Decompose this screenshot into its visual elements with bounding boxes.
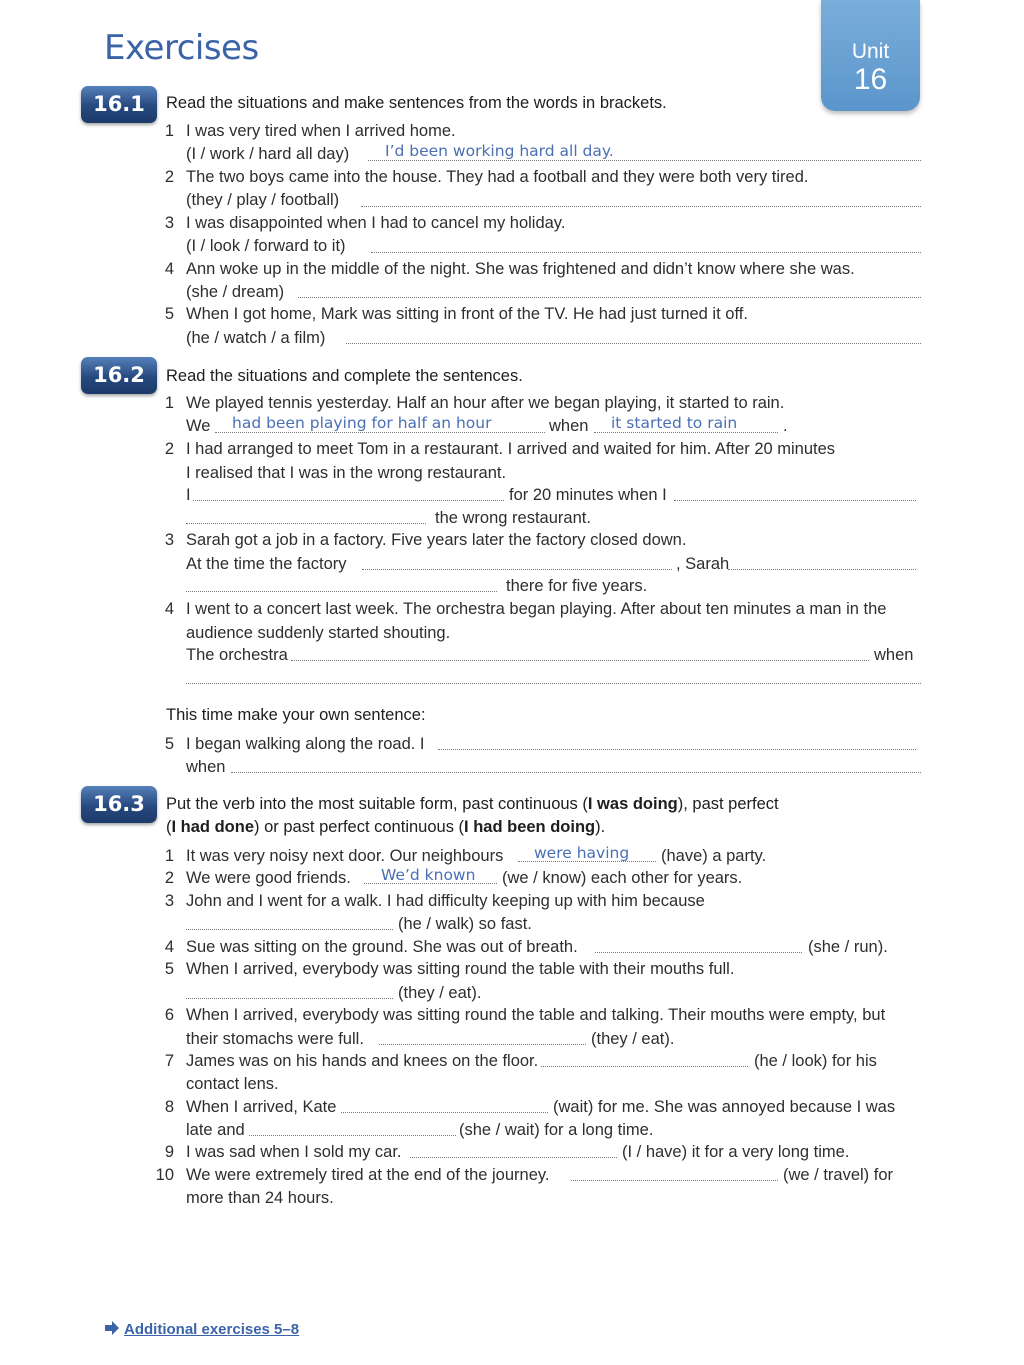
- item-mid: (wait) for me. She was annoyed because I was: [553, 1098, 896, 1116]
- exercise-instruction: Put the verb into the most suitable form, past continuous (I was doing), past perfect: [166, 795, 779, 813]
- sample-answer: it started to rain: [611, 414, 738, 432]
- item-number: 5: [164, 305, 174, 323]
- exercise-instruction: Read the situations and complete the sentences.: [166, 367, 523, 385]
- item-text: I began walking along the road. I: [186, 735, 425, 753]
- item-number: 4: [164, 600, 174, 618]
- item-prompt: (she / dream): [186, 283, 285, 301]
- arrow-right-icon: [104, 1320, 120, 1336]
- item-end: (she / run).: [808, 938, 888, 956]
- item-mid: , Sarah: [676, 555, 730, 573]
- answer-line[interactable]: [379, 1044, 586, 1045]
- own-sentence-heading: This time make your own sentence:: [166, 706, 426, 724]
- answer-line[interactable]: [341, 1112, 548, 1113]
- answer-line[interactable]: [728, 569, 916, 570]
- answer-line[interactable]: [291, 660, 869, 661]
- answer-line[interactable]: [368, 160, 921, 161]
- item-number: 2: [164, 440, 174, 458]
- item-we: We: [186, 417, 211, 435]
- item-number: 6: [164, 1006, 174, 1024]
- item-text: When I arrived, Kate: [186, 1098, 337, 1116]
- item-number: 1: [164, 122, 174, 140]
- exercise-badge-16-1: 16.1: [81, 86, 157, 123]
- item-end: (they / eat).: [398, 984, 482, 1002]
- item-text: When I arrived, everybody was sitting round the table and talking. Their mouths were empty, but: [186, 1006, 886, 1024]
- item-text: I was sad when I sold my car.: [186, 1143, 402, 1161]
- item-text: When I arrived, everybody was sitting round the table with their mouths full.: [186, 960, 735, 978]
- item-text: I had arranged to meet Tom in a restaurant. I arrived and waited for him. After 20 minutes: [186, 440, 836, 458]
- answer-line[interactable]: [410, 1157, 617, 1158]
- item-end: (I / have) it for a very long time.: [622, 1143, 850, 1161]
- answer-line[interactable]: [186, 523, 426, 524]
- answer-line[interactable]: [346, 343, 921, 344]
- item-end: .: [783, 417, 788, 435]
- item-text: We were extremely tired at the end of the journey.: [186, 1166, 550, 1184]
- answer-line[interactable]: [361, 206, 921, 207]
- answer-line[interactable]: [594, 432, 778, 433]
- item-number: 5: [164, 960, 174, 978]
- item-text: more than 24 hours.: [186, 1189, 334, 1207]
- item-end: (they / eat).: [591, 1030, 675, 1048]
- item-prompt: (I / work / hard all day): [186, 145, 350, 163]
- item-text: John and I went for a walk. I had difficulty keeping up with him because: [186, 892, 705, 910]
- item-number: 3: [164, 214, 174, 232]
- item-text: I went to a concert last week. The orchestra began playing. After about ten minutes a man in the: [186, 600, 887, 618]
- item-prompt: (they / play / football): [186, 191, 340, 209]
- item-start: At the time the factory: [186, 555, 347, 573]
- item-i: I: [186, 486, 191, 504]
- answer-line[interactable]: [186, 929, 393, 930]
- item-mid: for 20 minutes when I: [509, 486, 667, 504]
- item-prompt: (he / watch / a film): [186, 329, 326, 347]
- item-text: I realised that I was in the wrong restaurant.: [186, 464, 507, 482]
- item-number: 1: [164, 394, 174, 412]
- item-number: 1: [164, 847, 174, 865]
- item-number: 2: [164, 168, 174, 186]
- answer-line[interactable]: [193, 500, 504, 501]
- item-number: 3: [164, 531, 174, 549]
- additional-exercises-label: Additional exercises 5–8: [124, 1321, 300, 1338]
- item-text: We played tennis yesterday. Half an hour after we began playing, it started to rain.: [186, 394, 785, 412]
- item-number: 4: [164, 938, 174, 956]
- item-start: The orchestra: [186, 646, 288, 664]
- exercise-instruction-2: (I had done) or past perfect continuous (I had been doing).: [166, 818, 606, 836]
- item-text: When I got home, Mark was sitting in front of the TV. He had just turned it off.: [186, 305, 748, 323]
- item-text: I was very tired when I arrived home.: [186, 122, 456, 140]
- item-text: It was very noisy next door. Our neighbours: [186, 847, 504, 865]
- item-end: (have) a party.: [661, 847, 767, 865]
- item-number: 9: [164, 1143, 174, 1161]
- item-text: their stomachs were full.: [186, 1030, 364, 1048]
- item-when: when: [186, 758, 226, 776]
- unit-label: Unit: [851, 40, 890, 63]
- item-text: audience suddenly started shouting.: [186, 624, 451, 642]
- additional-exercises-link[interactable]: [104, 1320, 299, 1338]
- answer-line[interactable]: [249, 1135, 456, 1136]
- exercise-badge-16-3: 16.3: [81, 786, 157, 823]
- item-end: there for five years.: [506, 577, 648, 595]
- answer-line[interactable]: [371, 252, 921, 253]
- answer-line[interactable]: [438, 749, 916, 750]
- item-number: 10: [155, 1166, 174, 1184]
- exercise-instruction: Read the situations and make sentences from the words in brackets.: [166, 94, 667, 112]
- answer-line[interactable]: [298, 297, 921, 298]
- item-end: when: [874, 646, 914, 664]
- unit-tab: [821, 0, 920, 111]
- item-number: 7: [164, 1052, 174, 1070]
- item-text: Ann woke up in the middle of the night. She was frightened and didn’t know where she was.: [186, 260, 855, 278]
- sample-answer: were having: [534, 844, 630, 862]
- answer-line[interactable]: [362, 569, 672, 570]
- answer-line[interactable]: [595, 952, 802, 953]
- item-text: late and: [186, 1121, 245, 1139]
- answer-line[interactable]: [186, 591, 497, 592]
- item-number: 8: [164, 1098, 174, 1116]
- item-when: when: [549, 417, 589, 435]
- item-text: We were good friends.: [186, 869, 351, 887]
- item-text: I was disappointed when I had to cancel my holiday.: [186, 214, 566, 232]
- item-end: (he / walk) so fast.: [398, 915, 532, 933]
- item-end: (he / look) for his: [754, 1052, 877, 1070]
- item-text: Sue was sitting on the ground. She was out of breath.: [186, 938, 578, 956]
- item-number: 3: [164, 892, 174, 910]
- sample-answer: I’d been working hard all day.: [385, 142, 614, 160]
- answer-line[interactable]: [215, 432, 545, 433]
- item-end: (we / travel) for: [783, 1166, 894, 1184]
- answer-line[interactable]: [541, 1066, 748, 1067]
- answer-line[interactable]: [571, 1180, 778, 1181]
- sample-answer: had been playing for half an hour: [232, 414, 492, 432]
- unit-number: 16: [853, 63, 888, 96]
- item-text: The two boys came into the house. They had a football and they were both very tired.: [186, 168, 809, 186]
- sample-answer: We’d known: [381, 866, 476, 884]
- item-number: 5: [164, 735, 174, 753]
- item-text: Sarah got a job in a factory. Five years later the factory closed down.: [186, 531, 687, 549]
- answer-line[interactable]: [231, 772, 921, 773]
- item-text: James was on his hands and knees on the floor.: [186, 1052, 539, 1070]
- answer-line[interactable]: [186, 998, 393, 999]
- answer-line[interactable]: [186, 683, 921, 684]
- item-end: the wrong restaurant.: [435, 509, 591, 527]
- item-number: 4: [164, 260, 174, 278]
- item-number: 2: [164, 869, 174, 887]
- item-end: (we / know) each other for years.: [502, 869, 743, 887]
- page-title: Exercises: [104, 28, 259, 68]
- item-prompt: (I / look / forward to it): [186, 237, 346, 255]
- exercise-badge-16-2: 16.2: [81, 357, 157, 394]
- item-text: contact lens.: [186, 1075, 279, 1093]
- answer-line[interactable]: [674, 500, 916, 501]
- item-end: (she / wait) for a long time.: [459, 1121, 654, 1139]
